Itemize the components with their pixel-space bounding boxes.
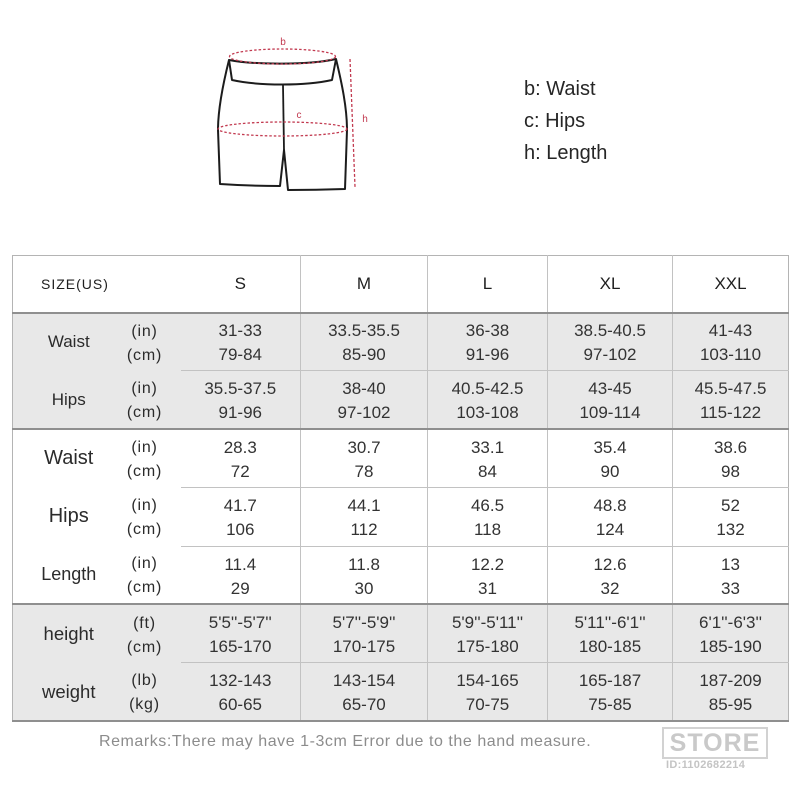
size-header-xl: XL <box>548 256 673 313</box>
length-marker-label: h <box>362 114 368 125</box>
measurement-value: 38-40 <box>342 379 386 399</box>
measurement-value: 5'7''-5'9'' <box>332 613 396 633</box>
unit-label: (cm) <box>126 638 163 656</box>
row-label: weight <box>42 680 96 702</box>
measurement-value: 185-190 <box>699 637 762 657</box>
size-value-cell <box>673 313 789 371</box>
shorts-waistband <box>229 59 336 85</box>
size-value-cell <box>428 429 548 487</box>
unit-label: (cm) <box>126 463 163 481</box>
measurement-value: 12.2 <box>470 554 505 574</box>
measurement-value: 106 <box>226 520 255 540</box>
unit-label: (lb) <box>131 672 158 690</box>
measurement-value: 154-165 <box>456 671 519 691</box>
size-value-cell <box>548 488 673 546</box>
measurement-value: 85-90 <box>342 345 386 365</box>
measurement-value: 91-96 <box>218 403 262 423</box>
size-value-cell <box>181 429 301 487</box>
table-row <box>13 663 789 721</box>
measurement-value: 97-102 <box>337 403 391 423</box>
row-label: Waist <box>44 447 94 470</box>
measurement-value: 36-38 <box>465 321 510 341</box>
measurement-value: 30.7 <box>347 438 381 458</box>
size-value-cell <box>301 546 428 604</box>
row-label: Hips <box>51 389 86 409</box>
size-value-cell <box>428 313 548 371</box>
size-value-cell <box>301 663 428 721</box>
size-value-cell <box>548 604 673 662</box>
measurement-value: 90 <box>600 462 620 482</box>
measurement-value: 97-102 <box>583 345 637 365</box>
measurement-value: 41.7 <box>223 496 257 516</box>
size-value-cell <box>181 663 301 721</box>
unit-label: (in) <box>131 439 158 457</box>
size-table <box>12 255 789 722</box>
measurement-value: 72 <box>230 462 250 482</box>
measurement-value: 31-33 <box>218 321 262 341</box>
header-row <box>13 256 789 313</box>
size-value-cell <box>428 371 548 429</box>
size-value-cell <box>673 663 789 721</box>
size-header-xxl: XXL <box>714 273 747 293</box>
measurement-value: 38.5-40.5 <box>574 321 646 341</box>
unit-cell <box>117 604 181 662</box>
size-value-cell <box>301 604 428 662</box>
size-value-cell <box>673 488 789 546</box>
measurement-value: 165-170 <box>209 637 272 657</box>
size-value-cell <box>181 371 301 429</box>
shorts-diagram <box>200 25 390 200</box>
unit-cell <box>117 371 181 429</box>
size-value-cell <box>428 604 548 662</box>
size-value-cell <box>673 429 789 487</box>
size-value-cell <box>548 429 673 487</box>
measurement-value: 98 <box>721 462 740 482</box>
size-value-cell <box>673 371 789 429</box>
measurement-value: 5'11''-6'1'' <box>574 613 646 633</box>
size-header-s: S <box>181 256 301 313</box>
measurement-legend <box>524 77 607 173</box>
size-value-cell <box>548 663 673 721</box>
table-row <box>13 429 789 487</box>
measurement-value: 124 <box>595 520 625 540</box>
measurement-value: 132-143 <box>209 671 272 691</box>
measurement-value: 65-70 <box>342 695 386 715</box>
shorts-center-seam <box>283 85 284 150</box>
measurement-value: 170-175 <box>332 637 396 657</box>
unit-cell <box>117 429 181 487</box>
store-watermark: STORE <box>662 727 768 759</box>
measurement-value: 32 <box>600 578 620 598</box>
size-value-cell <box>301 371 428 429</box>
measurement-value: 40.5-42.5 <box>451 379 524 399</box>
unit-label: (kg) <box>129 696 160 714</box>
unit-label: (in) <box>131 555 158 573</box>
measurement-value: 118 <box>473 520 502 540</box>
table-row <box>13 546 789 604</box>
measurement-value: 112 <box>350 520 378 540</box>
measurement-value: 75-85 <box>588 695 632 715</box>
size-value-cell <box>548 546 673 604</box>
table-row <box>13 313 789 371</box>
measurement-value: 38.6 <box>713 438 748 458</box>
measurement-value: 45.5-47.5 <box>694 379 767 399</box>
measurement-value: 79-84 <box>218 345 262 365</box>
hips-marker-label: c <box>296 110 302 121</box>
measurement-value: 5'5''-5'7'' <box>208 613 272 633</box>
measurement-value: 41-43 <box>708 321 753 341</box>
unit-label: (cm) <box>126 579 163 597</box>
size-header-m: M <box>301 256 428 313</box>
unit-label: (in) <box>131 322 158 340</box>
measurement-value: 30 <box>354 578 374 598</box>
size-value-cell <box>548 313 673 371</box>
measurement-value: 33.1 <box>470 438 505 458</box>
size-us-header: SIZE(US) <box>41 275 109 292</box>
measurement-value: 175-180 <box>456 637 519 657</box>
table-section <box>13 313 789 430</box>
unit-label: (in) <box>131 497 158 515</box>
measurement-value: 180-185 <box>578 637 642 657</box>
size-value-cell <box>301 488 428 546</box>
table-section <box>13 429 789 604</box>
size-header-l: L <box>428 256 548 313</box>
size-value-cell <box>301 313 428 371</box>
size-value-cell <box>181 546 301 604</box>
measurement-value: 103-110 <box>699 345 762 365</box>
measurement-value: 132 <box>716 520 745 540</box>
legend-length: h: Length <box>524 142 608 164</box>
measurement-value: 109-114 <box>579 403 641 423</box>
table-row <box>13 604 789 662</box>
unit-label: (cm) <box>126 346 163 364</box>
size-value-cell <box>181 488 301 546</box>
table-header <box>13 256 789 313</box>
measurement-value: 165-187 <box>578 671 642 691</box>
unit-cell <box>117 663 181 721</box>
unit-label: (in) <box>131 380 158 398</box>
size-value-cell <box>548 371 673 429</box>
measurement-value: 29 <box>230 578 250 598</box>
unit-label: (ft) <box>133 614 156 632</box>
measurement-value: 12.6 <box>593 554 627 574</box>
measurement-value: 11.4 <box>224 554 257 574</box>
table-row <box>13 488 789 546</box>
measurement-value: 35.5-37.5 <box>204 379 277 399</box>
size-value-cell <box>428 546 548 604</box>
measurement-value: 52 <box>721 496 740 516</box>
legend-hips: c: Hips <box>524 110 586 132</box>
size-value-cell <box>181 604 301 662</box>
measurement-value: 31 <box>478 578 497 598</box>
measurement-value: 6'1''-6'3'' <box>699 613 762 633</box>
measurement-value: 60-65 <box>218 695 262 715</box>
measurement-value: 115-122 <box>699 403 762 423</box>
measurement-value: 11.8 <box>348 554 380 574</box>
unit-cell <box>117 546 181 604</box>
measurement-value: 84 <box>478 462 497 482</box>
measurement-value: 35.4 <box>593 438 627 458</box>
length-measure-line <box>350 59 355 187</box>
measurement-value: 44.1 <box>347 496 381 516</box>
measurement-value: 48.8 <box>593 496 627 516</box>
unit-cell <box>117 313 181 371</box>
unit-label: (cm) <box>126 521 163 539</box>
measurement-value: 43-45 <box>588 379 632 399</box>
measurement-value: 28.3 <box>223 438 257 458</box>
measurement-value: 33 <box>721 578 740 598</box>
size-value-cell <box>428 663 548 721</box>
store-id-watermark: ID:1102682214 <box>666 759 746 771</box>
size-value-cell <box>301 429 428 487</box>
row-label: Waist <box>47 332 90 352</box>
measurement-value: 33.5-35.5 <box>328 321 400 341</box>
size-value-cell <box>673 546 789 604</box>
row-label: height <box>43 623 94 645</box>
row-label: Hips <box>48 505 89 528</box>
remarks-note: Remarks:There may have 1-3cm Error due to the hand measure. <box>99 733 592 750</box>
measurement-value: 70-75 <box>465 695 510 715</box>
measurement-value: 187-209 <box>699 671 762 691</box>
row-label: Length <box>41 564 97 585</box>
size-value-cell <box>673 604 789 662</box>
measurement-value: 78 <box>354 462 374 482</box>
unit-cell <box>117 488 181 546</box>
measurement-value: 143-154 <box>332 671 396 691</box>
size-value-cell <box>428 488 548 546</box>
measurement-value: 46.5 <box>470 496 505 516</box>
table-section <box>13 604 789 721</box>
measurement-value: 91-96 <box>465 345 510 365</box>
table-row <box>13 371 789 429</box>
measurement-value: 13 <box>721 554 740 574</box>
measurement-value: 85-95 <box>708 695 753 715</box>
measurement-value: 5'9''-5'11'' <box>451 613 524 633</box>
waist-marker-label: b <box>280 37 286 48</box>
measurement-value: 103-108 <box>456 403 519 423</box>
size-value-cell <box>181 313 301 371</box>
unit-label: (cm) <box>126 404 163 422</box>
legend-waist: b: Waist <box>524 78 596 100</box>
